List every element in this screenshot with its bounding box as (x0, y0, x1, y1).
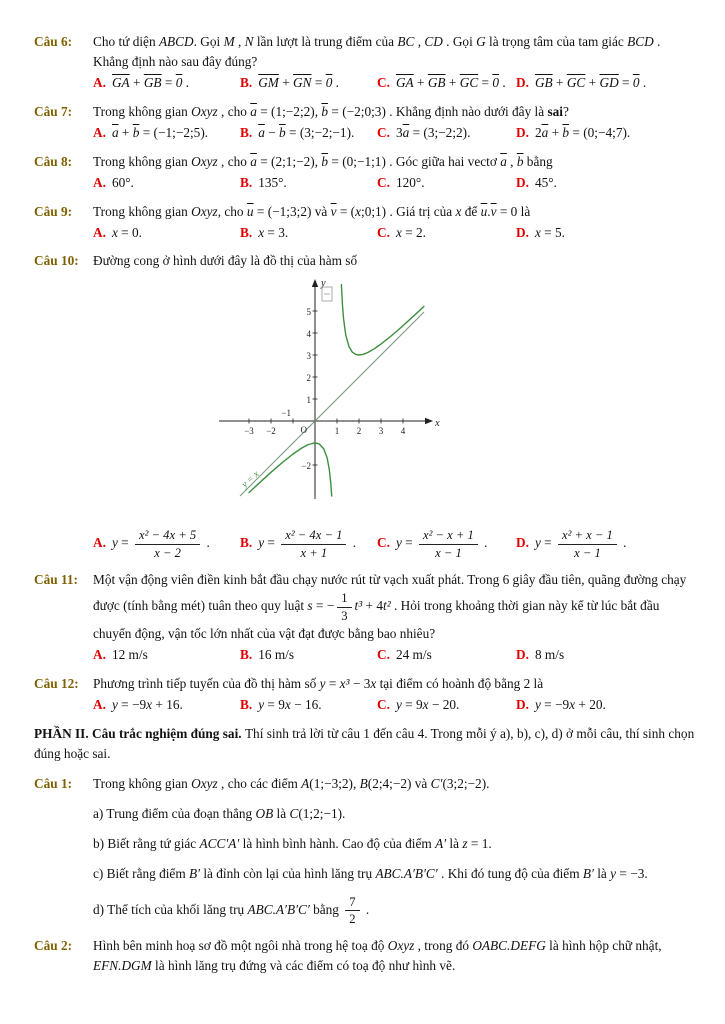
question-12-option-a (93, 695, 240, 715)
x-tick-label: 4 (400, 426, 406, 437)
option-key: B. (240, 535, 253, 551)
asymptote-line-label: y = x (240, 469, 262, 491)
question-10 (34, 251, 697, 561)
x-tick-label: −3 (244, 426, 254, 437)
question-7-option-b (240, 123, 377, 143)
question-9-text: Trong không gian Oxyz, cho $\overline{u}$ = (−1;3;2) và $\overline{v}$ = (x;0;1) . Giá trị của x để $\overline{u}.\overline{v} = 0$ là (93, 203, 531, 219)
part2-question-1-item-b: b) Biết rằng tứ giác ACC′A′ là hình bình hành. Cao độ của điểm A′ là z = 1. (93, 835, 492, 851)
question-8-option-a (93, 173, 240, 193)
question-6-text: Cho tứ diện ABCD. Gọi M , N lần lượt là trung điểm của BC , CD . Gọi G là trọng tâm của tam giác BCD . Khẳng định nào sau đây đúng? (93, 34, 661, 69)
option-text: y = $\frac{\text{x² − 4x − 1}}{x + 1}$ . (258, 528, 357, 560)
question-6-option-d (516, 73, 697, 93)
question-12-options (93, 695, 697, 715)
question-9-label: Câu 9: (34, 203, 73, 219)
question-7-option-c (377, 123, 516, 143)
option-key: A. (93, 696, 106, 712)
option-text: y = $\frac{\text{x² − x + 1}}{x - 1}$ . (395, 528, 488, 560)
option-text: $\overline{GA} + \overline{GB} + \overline{GC} = 0$ . (395, 74, 506, 90)
option-text: x = 5. (534, 224, 565, 240)
question-12-text: Phương trình tiếp tuyến của đồ thị hàm số y = x³ − 3x tại điểm có hoành độ bằng 2 là (93, 676, 544, 691)
question-9-option-d (516, 223, 697, 243)
option-text: 16 m/s (258, 647, 295, 663)
option-text: y = −9x + 16. (111, 696, 183, 712)
option-key: B. (240, 647, 253, 663)
option-key: C. (377, 124, 390, 140)
question-8-label: Câu 8: (34, 153, 73, 169)
part2-question-1-item-a: a) Trung điểm của đoạn thẳng OB là C(1;2;−1). (93, 805, 346, 821)
question-7-option-a (93, 123, 240, 143)
question-9-options (93, 223, 697, 243)
x-tick-label: −1 (281, 408, 291, 419)
part2-header: PHẦN II. Câu trắc nghiệm đúng sai. Thí sinh trả lời từ câu 1 đến câu 4. Trong mỗi ý a), b), c), d) ở mỗi câu, thí sinh chọn đúng hoặc sai. (34, 725, 695, 761)
question-10-option-a (93, 527, 240, 561)
option-text: $\overline{GB} + \overline{GC} + \overline{GD} = 0$ . (534, 74, 647, 90)
q10-graph (185, 275, 485, 513)
option-text: 45°. (534, 174, 557, 190)
part2-question-2-text: Hình bên minh hoạ sơ đồ một ngôi nhà trong hệ toạ độ Oxyz , trong đó OABC.DEFG là hình hộp chữ nhật, EFN.DGM là hình lăng trụ đứng và các điểm có toạ độ như hình vẽ. (93, 938, 662, 974)
option-key: B. (240, 124, 253, 140)
option-text: 60°. (111, 174, 134, 190)
question-8-option-b (240, 173, 377, 193)
question-8-option-c (377, 173, 516, 193)
option-text: $2\overline{a} + \overline{b}$ = (0;−4;7). (534, 124, 631, 140)
y-axis-label: y (321, 278, 326, 290)
question-11-options (93, 645, 697, 665)
option-text: 24 m/s (395, 647, 432, 663)
question-10-option-d (516, 527, 697, 561)
question-7-text: Trong không gian Oxyz , cho $\overline{a}$ = (1;−2;2), $\overline{b}$ = (−2;0;3) . Khẳng định nào dưới đây là sai? (93, 103, 569, 119)
question-6 (34, 32, 697, 93)
option-key: B. (240, 74, 253, 90)
option-key: D. (516, 535, 529, 551)
option-key: B. (240, 224, 253, 240)
y-tick-label: 3 (306, 351, 311, 362)
question-8 (34, 152, 697, 193)
option-key: C. (377, 647, 390, 663)
option-text: x = 0. (111, 224, 142, 240)
question-10-label: Câu 10: (34, 253, 79, 269)
question-7-label: Câu 7: (34, 103, 73, 119)
option-key: D. (516, 224, 529, 240)
question-11-text: Một vận động viên điền kinh bắt đầu chạy nước rút từ vạch xuất phát. Trong 6 giây đầu tiên, quãng đường chạy được (tính bằng mét) tuân theo quy luật s = − $\frac{1}{3}$ t³ + 4t² . Hỏi trong khoảng thời gian này kể từ lúc bắt đầu chuyển động, vận tốc lớn nhất của vật đạt được bằng bao nhiêu? (93, 572, 687, 642)
part2-question-2-label: Câu 2: (34, 938, 73, 954)
function-graph-figure (185, 275, 697, 519)
option-text: x = 2. (395, 224, 426, 240)
part2-question-1 (34, 774, 697, 928)
question-6-option-b (240, 73, 377, 93)
x-axis-label: x (435, 418, 440, 430)
option-key: B. (240, 174, 253, 190)
question-10-option-c (377, 527, 516, 561)
y-tick-label: 4 (306, 329, 311, 340)
option-key: D. (516, 174, 529, 190)
option-text: $\overline{a} + \overline{b}$ = (−1;−2;5). (111, 124, 209, 140)
option-text: $\overline{GM} + \overline{GN} = 0$ . (258, 74, 339, 90)
option-text: y = 9x − 16. (258, 696, 322, 712)
question-11 (34, 570, 697, 665)
option-key: B. (240, 696, 253, 712)
option-key: C. (377, 535, 390, 551)
question-12-label: Câu 12: (34, 676, 79, 691)
question-7-option-d (516, 123, 697, 143)
option-text: $\overline{a} - \overline{b}$ = (3;−2;−1). (258, 124, 355, 140)
option-key: D. (516, 647, 529, 663)
option-text: y = 9x − 20. (395, 696, 460, 712)
option-key: A. (93, 74, 106, 90)
option-key: A. (93, 535, 106, 551)
graph-artifact-icon (322, 287, 332, 301)
y-tick-label: 5 (306, 307, 311, 318)
option-key: A. (93, 124, 106, 140)
part2-question-1-label: Câu 1: (34, 775, 73, 791)
option-text: 8 m/s (534, 647, 565, 663)
question-11-option-b (240, 645, 377, 665)
x-tick-label: 2 (356, 426, 362, 437)
option-key: D. (516, 74, 529, 90)
origin-label: O (300, 425, 307, 436)
y-tick-label: −2 (301, 461, 311, 472)
question-12-option-b (240, 695, 377, 715)
option-text: 135°. (258, 174, 287, 190)
part2-question-1-item-d: d) Thể tích của khối lăng trụ ABC.A′B′C′ bằng $\frac{7}{2}$ . (93, 894, 370, 926)
question-12-option-d (516, 695, 697, 715)
question-6-option-c (377, 73, 516, 93)
part2-question-2 (34, 936, 697, 976)
question-9-option-b (240, 223, 377, 243)
option-text: x = 3. (258, 224, 289, 240)
question-9-option-a (93, 223, 240, 243)
question-10-options (93, 527, 697, 561)
question-11-label: Câu 11: (34, 572, 78, 588)
question-9-option-c (377, 223, 516, 243)
option-text: y = $\frac{\text{x² + x − 1}}{x - 1}$ . (534, 528, 627, 560)
question-8-option-d (516, 173, 697, 193)
option-text: 120°. (395, 174, 425, 190)
option-key: C. (377, 696, 390, 712)
option-text: y = −9x + 20. (534, 696, 606, 712)
question-6-options (93, 73, 697, 93)
option-key: A. (93, 224, 106, 240)
x-tick-label: 3 (378, 426, 384, 437)
question-9 (34, 202, 697, 243)
question-10-option-b (240, 527, 377, 561)
question-11-option-d (516, 645, 697, 665)
question-6-label: Câu 6: (34, 34, 73, 49)
x-tick-label: 1 (334, 426, 340, 437)
question-12-option-c (377, 695, 516, 715)
question-7 (34, 102, 697, 143)
y-tick-label: 1 (306, 395, 311, 406)
option-key: D. (516, 696, 529, 712)
question-6-option-a (93, 73, 240, 93)
question-8-options (93, 173, 697, 193)
option-text: y = $\frac{\text{x² − 4x + 5}}{x - 2}$ . (111, 528, 210, 560)
option-key: C. (377, 74, 390, 90)
question-11-option-c (377, 645, 516, 665)
option-key: C. (377, 224, 390, 240)
part2-question-1-item-c: c) Biết rằng điểm B′ là đỉnh còn lại của hình lăng trụ ABC.A′B′C′ . Khi đó tung độ của điểm B′ là y = −3. (93, 865, 648, 881)
y-tick-label: 2 (306, 373, 311, 384)
question-12 (34, 674, 697, 715)
question-11-option-a (93, 645, 240, 665)
option-text: $\overline{GA} + \overline{GB} = 0$ . (111, 74, 190, 90)
x-tick-label: −2 (266, 426, 276, 437)
part2-question-1-text: Trong không gian Oxyz , cho các điểm A(1;−3;2), B(2;4;−2) và C′(3;2;−2). (93, 775, 490, 791)
question-7-options (93, 123, 697, 143)
question-10-text: Đường cong ở hình dưới đây là đồ thị của hàm số (93, 253, 358, 269)
option-key: D. (516, 124, 529, 140)
option-text: 12 m/s (111, 647, 148, 663)
option-key: A. (93, 647, 106, 663)
question-8-text: Trong không gian Oxyz , cho $\overline{a}$ = (2;1;−2), $\overline{b}$ = (0;−1;1) . Góc giữa hai vectơ $\overline{a}$ , $\overline{b}$ bằng (93, 153, 553, 169)
option-text: $3\overline{a}$ = (3;−2;2). (395, 124, 471, 140)
option-key: C. (377, 174, 390, 190)
option-key: A. (93, 174, 106, 190)
